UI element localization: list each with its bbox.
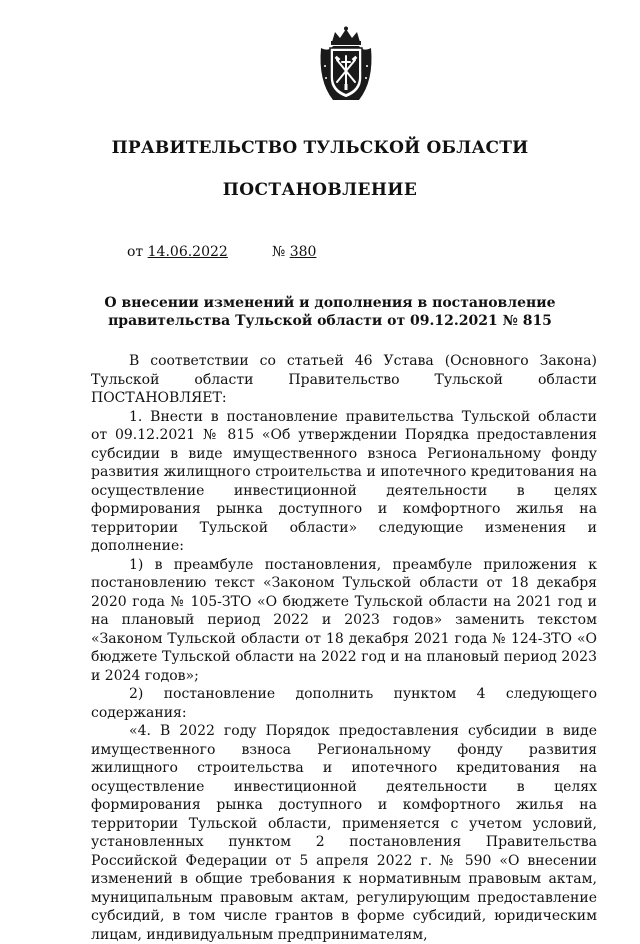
paragraph: 1. Внести в постановление правительства Тульской области от 09.12.2021 № 815 «Об утверждении Порядка предоставления субсидии в виде имущественного взноса Региональному фонду развития жилищного строительства и ипотечного кредитования на осуществление инвестиционной деятельности в целях формирования рынка доступного и комфортного жилья на территории Тульской области» следующие изменения и дополнение: [91, 408, 597, 554]
document-subject: О внесении изменений и дополнения в постановление правительства Тульской области от 09.12.2021 № 815 [104, 295, 556, 329]
paragraph: «4. В 2022 году Порядок предоставления субсидии в виде имущественного взноса Региональному фонду развития жилищного строительства и ипотечного кредитования на осуществление инвестиционной деятельности в целях формирования рынка доступного и комфортного жилья на территории Тульской области, применяется с учетом условий, установленных пунктом 2 постановления Правительства Российской Федерации от 5 апреля 2022 г. № 590 «О внесении изменений в общие требования к нормативным правовым актам, муниципальным правовым актам, регулирующим предоставление субсидий, в том числе грантов в форме субсидий, юридическим лицам, индивидуальным предпринимателям, [91, 723, 597, 943]
document-number [272, 244, 316, 260]
organization-title: ПРАВИТЕЛЬСТВО ТУЛЬСКОЙ ОБЛАСТИ [111, 138, 529, 158]
tula-region-coat-of-arms-icon [315, 26, 377, 104]
paragraph: 2) постановление дополнить пунктом 4 следующего содержания: [91, 686, 597, 721]
date-value: 14.06.2022 [147, 244, 228, 260]
date-prefix: от [127, 244, 144, 260]
paragraph: 1) в преамбуле постановления, преамбуле приложения к постановлению текст «Законом Тульской области от 18 декабря 2020 года № 105-ЗТО «О бюджете Тульской области на 2021 год и на плановый период 2022 и 2023 годов» заменить текстом «Законом Тульской области от 18 декабря 2021 года № 124-ЗТО «О бюджете Тульской области на 2022 год и на плановый период 2023 и 2024 годов»; [91, 556, 597, 684]
number-prefix: № [272, 244, 286, 260]
number-value: 380 [289, 244, 317, 260]
document-date [127, 244, 228, 260]
paragraph: В соответствии со статьей 46 Устава (Основного Закона) Тульской области Правительство Тульской области ПОСТАНОВЛЯЕТ: [91, 353, 597, 406]
document-body [91, 352, 597, 944]
document-type: ПОСТАНОВЛЕНИЕ [222, 180, 418, 200]
